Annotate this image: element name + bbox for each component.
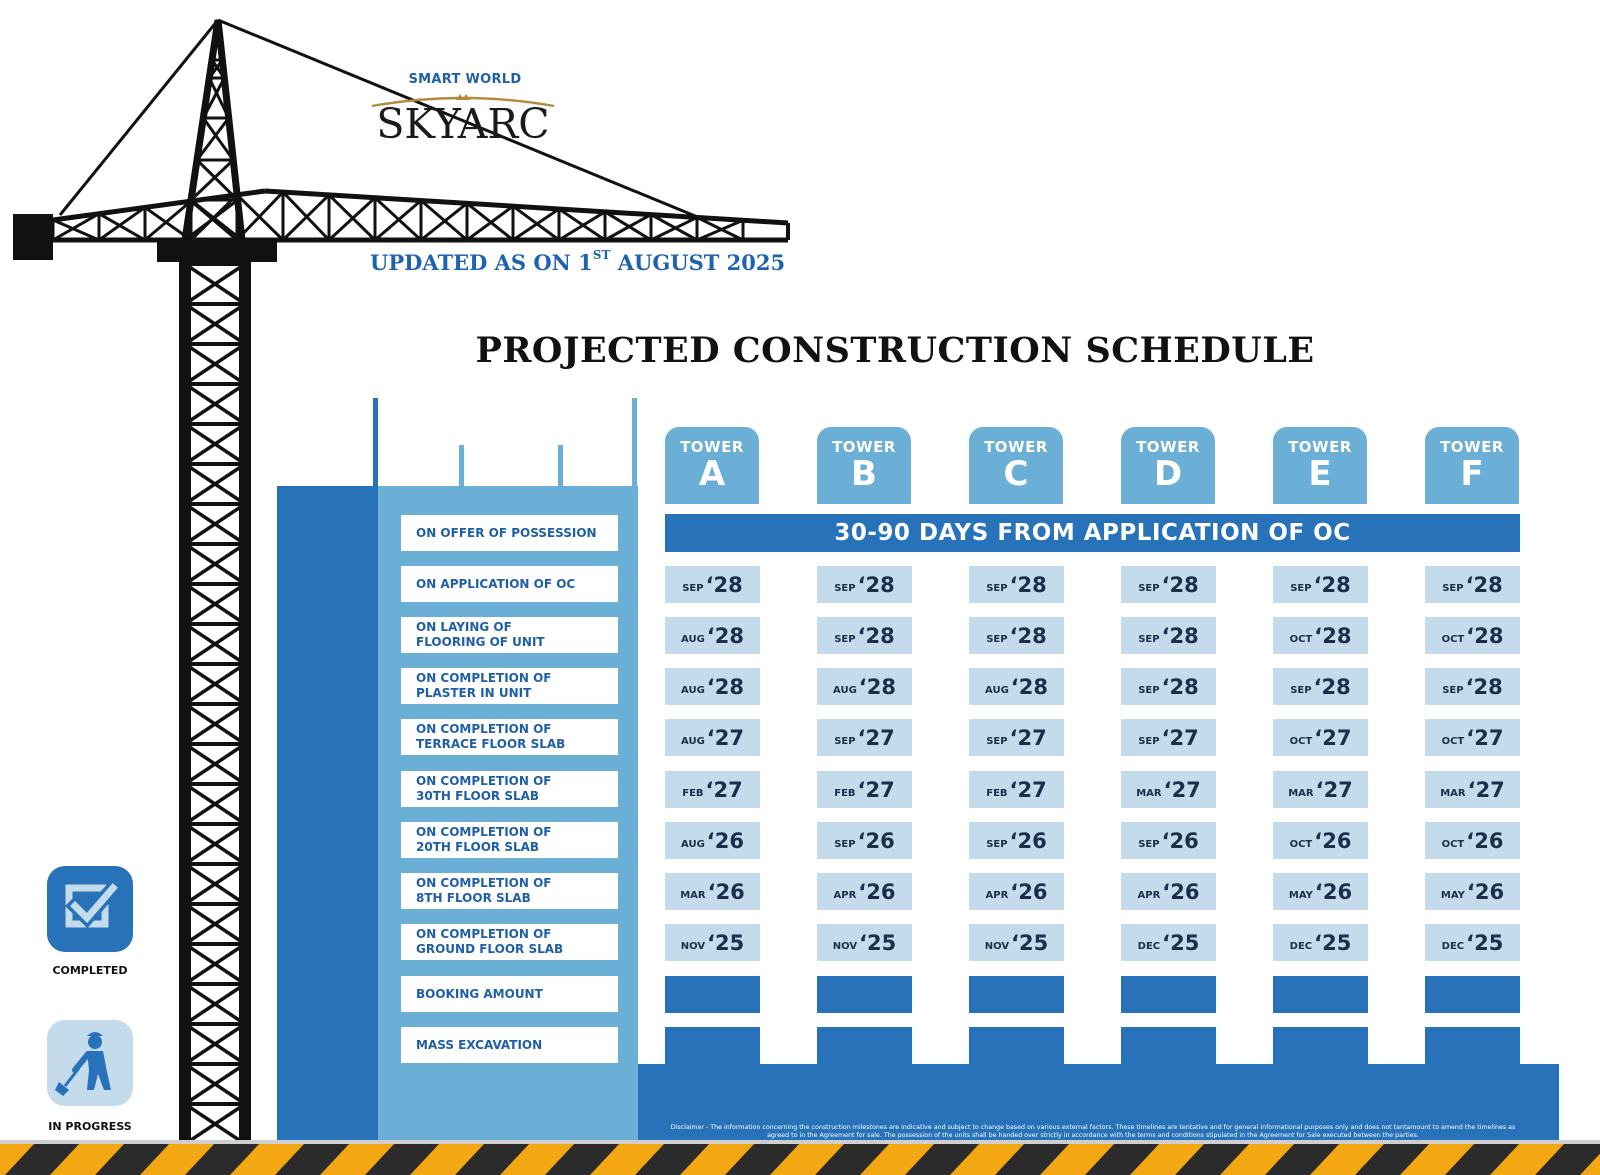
date-month: SEP (682, 583, 704, 594)
milestone-label: MASS EXCAVATION (401, 1027, 618, 1063)
date-cell (817, 822, 912, 859)
tower-word: TOWER (1136, 438, 1200, 456)
date-month: SEP (1138, 685, 1160, 696)
tower-header-c (969, 427, 1063, 504)
date-cell (817, 771, 912, 808)
tower-word: TOWER (1288, 438, 1352, 456)
date-month: OCT (1289, 634, 1313, 645)
date-year: ‘26 (1009, 828, 1047, 853)
date-month: OCT (1441, 736, 1465, 747)
date-cell (817, 873, 912, 910)
date-cell (1425, 668, 1520, 705)
date-month: SEP (986, 736, 1008, 747)
date-month: SEP (834, 736, 856, 747)
legend-completed-label: COMPLETED (52, 964, 128, 977)
date-year: ‘28 (705, 572, 743, 597)
milestone-label: ON COMPLETION OF 20TH FLOOR SLAB (401, 822, 618, 858)
date-month: FEB (834, 788, 856, 799)
completed-cell (1121, 1027, 1216, 1117)
date-year: ‘28 (1465, 674, 1503, 699)
date-cell (1273, 617, 1368, 654)
completed-cell (665, 1027, 760, 1117)
date-cell (969, 719, 1064, 756)
date-year: ‘28 (1465, 572, 1503, 597)
date-year: ‘26 (1314, 828, 1352, 853)
date-cell (1273, 566, 1368, 603)
date-cell (1121, 617, 1216, 654)
milestone-label: ON COMPLETION OF PLASTER IN UNIT (401, 668, 618, 704)
date-month: SEP (1138, 634, 1160, 645)
date-month: NOV (832, 941, 858, 952)
date-cell (969, 822, 1064, 859)
date-year: ‘28 (857, 623, 895, 648)
legend-in-progress-label: IN PROGRESS (48, 1120, 132, 1133)
date-cell (969, 873, 1064, 910)
date-cell (1425, 873, 1520, 910)
date-month: AUG (681, 634, 705, 645)
date-cell (1121, 924, 1216, 961)
date-cell (1425, 566, 1520, 603)
date-month: SEP (1290, 685, 1312, 696)
tower-header-b (817, 427, 911, 504)
date-year: ‘28 (1161, 572, 1199, 597)
date-year: ‘26 (858, 879, 896, 904)
date-year: ‘28 (1161, 674, 1199, 699)
date-year: ‘28 (857, 572, 895, 597)
date-cell (1273, 924, 1368, 961)
date-cell (665, 566, 760, 603)
oc-banner: 30-90 DAYS FROM APPLICATION OF OC (665, 514, 1520, 552)
date-month: SEP (986, 583, 1008, 594)
date-month: APR (1137, 890, 1161, 901)
date-year: ‘27 (1315, 777, 1353, 802)
date-month: SEP (834, 839, 856, 850)
date-cell (665, 822, 760, 859)
date-year: ‘27 (1466, 725, 1504, 750)
antenna (632, 398, 637, 486)
milestone-label: ON COMPLETION OF 8TH FLOOR SLAB (401, 873, 618, 909)
date-month: OCT (1441, 839, 1465, 850)
date-cell (969, 924, 1064, 961)
date-cell (1121, 668, 1216, 705)
completed-cell (665, 976, 760, 1013)
date-cell (1121, 719, 1216, 756)
date-year: ‘25 (1162, 930, 1200, 955)
antenna (459, 445, 464, 486)
date-cell (1273, 822, 1368, 859)
date-cell (1121, 566, 1216, 603)
antenna (373, 398, 378, 486)
brand-maker: SMART WORLD (408, 72, 522, 87)
date-month: SEP (834, 583, 856, 594)
date-cell (1425, 771, 1520, 808)
date-month: DEC (1137, 941, 1161, 952)
updated-date: UPDATED AS ON 1ST AUGUST 2025 (370, 248, 786, 275)
date-month: MAR (1136, 788, 1162, 799)
date-year: ‘28 (1009, 623, 1047, 648)
legend-completed-swatch (47, 866, 133, 952)
date-cell (665, 924, 760, 961)
antenna (558, 445, 563, 486)
completed-cell (969, 976, 1064, 1013)
date-month: NOV (984, 941, 1010, 952)
completed-cell (817, 976, 912, 1013)
date-year: ‘28 (1010, 674, 1048, 699)
date-year: ‘26 (1161, 828, 1199, 853)
date-cell (817, 668, 912, 705)
date-month: AUG (833, 685, 857, 696)
completed-cell (1425, 976, 1520, 1013)
completed-cell (1425, 1027, 1520, 1117)
date-cell (1273, 873, 1368, 910)
tower-word: TOWER (680, 438, 744, 456)
date-year: ‘27 (1009, 725, 1047, 750)
date-month: DEC (1441, 941, 1465, 952)
date-month: AUG (985, 685, 1009, 696)
date-year: ‘28 (706, 623, 744, 648)
date-year: ‘28 (858, 674, 896, 699)
milestone-label: ON APPLICATION OF OC (401, 566, 618, 602)
date-year: ‘28 (1466, 623, 1504, 648)
date-year: ‘25 (1011, 930, 1049, 955)
date-month: OCT (1289, 736, 1313, 747)
building-left (277, 486, 378, 1143)
date-cell (969, 668, 1064, 705)
completed-cell (1121, 976, 1216, 1013)
date-year: ‘28 (1313, 674, 1351, 699)
date-month: OCT (1289, 839, 1313, 850)
date-cell (1425, 822, 1520, 859)
date-month: MAR (1288, 788, 1314, 799)
date-month: SEP (1290, 583, 1312, 594)
date-cell (969, 771, 1064, 808)
date-year: ‘26 (1314, 879, 1353, 904)
tower-word: TOWER (984, 438, 1048, 456)
milestone-label: ON COMPLETION OF TERRACE FLOOR SLAB (401, 719, 618, 755)
date-year: ‘27 (1314, 725, 1352, 750)
date-month: NOV (680, 941, 706, 952)
milestone-label: BOOKING AMOUNT (401, 976, 618, 1012)
date-month: SEP (1138, 736, 1160, 747)
checkbox-check-icon (47, 866, 133, 952)
date-cell (1273, 771, 1368, 808)
tower-letter: D (1153, 454, 1183, 494)
date-year: ‘25 (707, 930, 745, 955)
tower-header-a (665, 427, 759, 504)
date-cell (817, 566, 912, 603)
date-year: ‘26 (1466, 879, 1505, 904)
date-month: SEP (1442, 583, 1464, 594)
brand-logo: SKYARC (376, 100, 550, 148)
date-cell (817, 719, 912, 756)
milestone-label: ON COMPLETION OF GROUND FLOOR SLAB (401, 924, 618, 960)
date-month: AUG (681, 685, 705, 696)
date-month: DEC (1289, 941, 1313, 952)
date-month: SEP (1138, 839, 1160, 850)
date-year: ‘25 (859, 930, 897, 955)
date-cell (1121, 822, 1216, 859)
date-cell (1273, 668, 1368, 705)
disclaimer-text: Disclaimer - The information concerning the construction milestones are indicative and subject to change based on various external factors. These timelines are tentative and for general informational purposes only and does not tantamount to amend the timelines as agreed to in the Agreement for sale. The possession of the units shall be handed over strictly in accordance with the terms and conditions stipulated in the Agreement for Sale executed between the parties. (670, 1124, 1516, 1139)
date-year: ‘27 (857, 725, 895, 750)
hazard-stripe (0, 1140, 1600, 1175)
date-cell (665, 873, 760, 910)
date-year: ‘28 (706, 674, 744, 699)
date-year: ‘27 (1163, 777, 1201, 802)
tower-header-d (1121, 427, 1215, 504)
date-cell (1273, 719, 1368, 756)
tower-letter: E (1308, 454, 1332, 494)
tower-header-f (1425, 427, 1519, 504)
date-month: APR (833, 890, 857, 901)
legend-in-progress-swatch (47, 1020, 133, 1106)
tower-word: TOWER (1440, 438, 1504, 456)
date-month: SEP (1442, 685, 1464, 696)
completed-cell (817, 1027, 912, 1117)
date-month: MAY (1288, 890, 1313, 901)
date-year: ‘27 (1009, 777, 1047, 802)
date-month: SEP (1138, 583, 1160, 594)
date-cell (817, 617, 912, 654)
worker-shovel-icon (47, 1020, 133, 1106)
milestone-label: ON COMPLETION OF 30TH FLOOR SLAB (401, 771, 618, 807)
tower-header-e (1273, 427, 1367, 504)
date-cell (1121, 873, 1216, 910)
date-year: ‘26 (706, 828, 744, 853)
date-month: MAR (1440, 788, 1466, 799)
tower-word: TOWER (832, 438, 896, 456)
tower-letter: C (1003, 454, 1029, 494)
date-year: ‘28 (1161, 623, 1199, 648)
date-year: ‘26 (1010, 879, 1048, 904)
date-year: ‘25 (1314, 930, 1352, 955)
date-year: ‘26 (1162, 879, 1200, 904)
date-year: ‘27 (705, 777, 743, 802)
date-cell (969, 566, 1064, 603)
date-month: AUG (681, 839, 705, 850)
date-year: ‘27 (1467, 777, 1505, 802)
date-cell (817, 924, 912, 961)
date-year: ‘27 (706, 725, 744, 750)
page-title: PROJECTED CONSTRUCTION SCHEDULE (475, 330, 1315, 371)
date-year: ‘26 (707, 879, 745, 904)
date-month: FEB (986, 788, 1008, 799)
date-year: ‘26 (857, 828, 895, 853)
date-month: OCT (1441, 634, 1465, 645)
date-cell (665, 771, 760, 808)
completed-cell (1273, 976, 1368, 1013)
milestone-label: ON OFFER OF POSSESSION (401, 515, 618, 551)
date-year: ‘28 (1009, 572, 1047, 597)
date-month: MAR (680, 890, 706, 901)
date-cell (665, 617, 760, 654)
date-cell (969, 617, 1064, 654)
date-year: ‘28 (1313, 572, 1351, 597)
milestone-label: ON LAYING OF FLOORING OF UNIT (401, 617, 618, 653)
date-year: ‘25 (1466, 930, 1504, 955)
date-cell (1425, 924, 1520, 961)
date-year: ‘26 (1466, 828, 1504, 853)
tower-letter: B (851, 454, 877, 494)
date-cell (665, 668, 760, 705)
date-cell (1425, 719, 1520, 756)
date-month: FEB (682, 788, 704, 799)
date-cell (1425, 617, 1520, 654)
date-month: SEP (834, 634, 856, 645)
completed-cell (1273, 1027, 1368, 1117)
tower-letter: F (1460, 454, 1484, 494)
date-month: MAY (1440, 890, 1465, 901)
date-month: APR (985, 890, 1009, 901)
date-year: ‘27 (857, 777, 895, 802)
date-month: AUG (681, 736, 705, 747)
date-year: ‘28 (1314, 623, 1352, 648)
tower-letter: A (698, 454, 726, 494)
date-cell (665, 719, 760, 756)
date-month: SEP (986, 634, 1008, 645)
date-cell (1121, 771, 1216, 808)
date-month: SEP (986, 839, 1008, 850)
completed-cell (969, 1027, 1064, 1117)
date-year: ‘27 (1161, 725, 1199, 750)
